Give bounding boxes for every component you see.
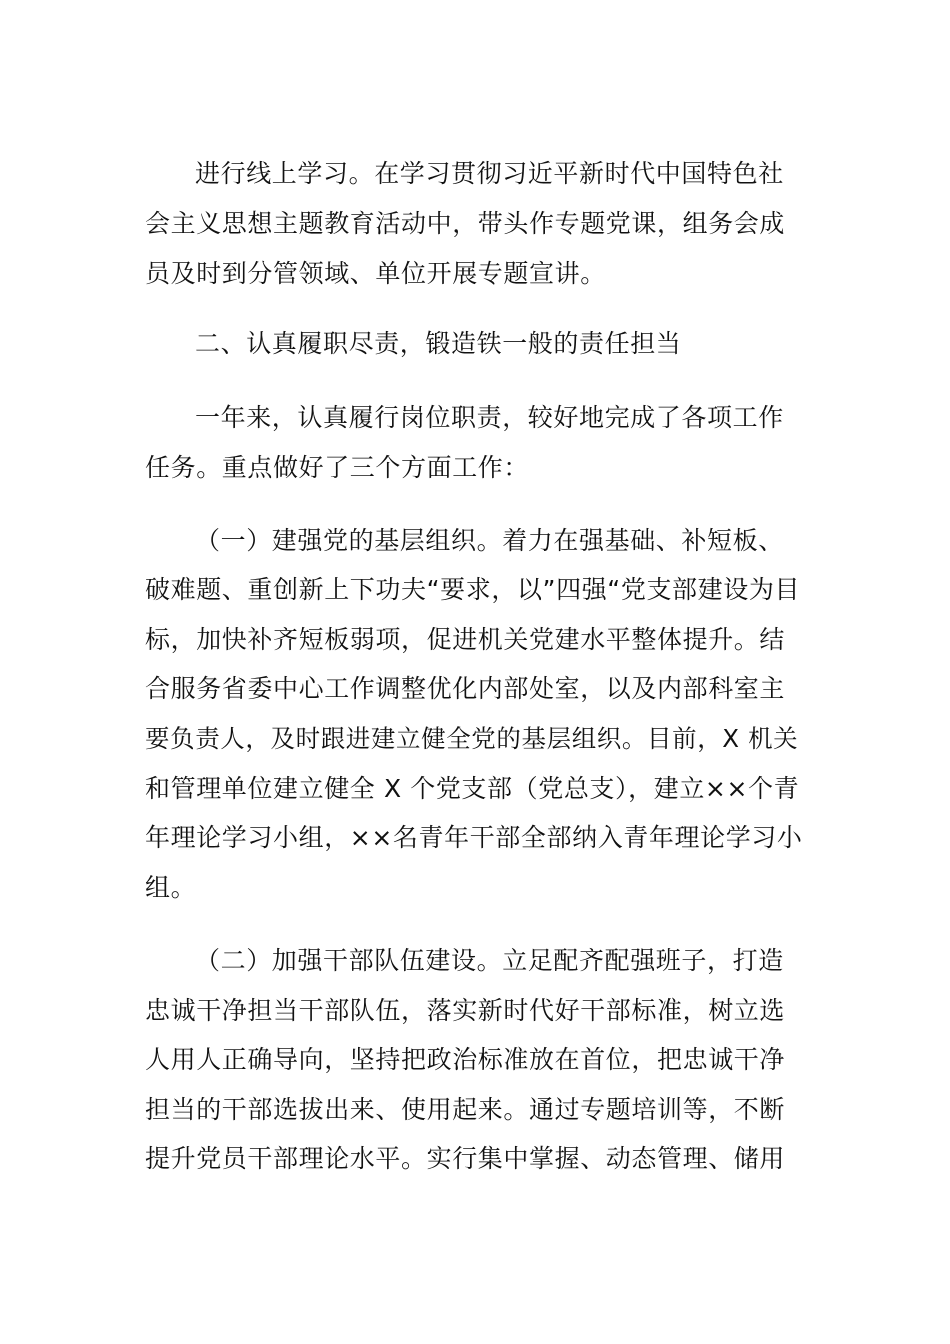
text-line: 会主义思想主题教育活动中，带头作专题党课，组务会成 bbox=[145, 209, 786, 238]
text-line: 担当的干部选拔出来、使用起来。通过专题培训等，不断 bbox=[145, 1095, 786, 1124]
text-line: 标，加快补齐短板弱项，促进机关党建水平整体提升。结 bbox=[145, 625, 786, 654]
text-line: 和管理单位建立健全 X 个党支部（党总支），建立××个青 bbox=[145, 774, 800, 803]
text-line: 进行线上学习。在学习贯彻习近平新时代中国特色社 bbox=[195, 159, 784, 188]
text-line: 一年来，认真履行岗位职责，较好地完成了各项工作 bbox=[195, 403, 784, 432]
text-line: 员及时到分管领域、单位开展专题宣讲。 bbox=[145, 259, 606, 288]
section-heading: 二、认真履职尽责，锻造铁一般的责任担当 bbox=[195, 329, 682, 358]
text-line: 组。 bbox=[145, 873, 197, 902]
text-line: 要负责人，及时跟进建立健全党的基层组织。目前，X 机关 bbox=[145, 724, 799, 753]
text-line: 人用人正确导向，坚持把政治标准放在首位，把忠诚干净 bbox=[145, 1045, 786, 1074]
text-line: 忠诚干净担当干部队伍，落实新时代好干部标准，树立选 bbox=[145, 996, 786, 1025]
text-line: 任务。重点做好了三个方面工作： bbox=[145, 453, 530, 482]
text-line: 合服务省委中心工作调整优化内部处室，以及内部科室主 bbox=[145, 674, 786, 703]
text-line: （一）建强党的基层组织。着力在强基础、补短板、 bbox=[195, 526, 784, 555]
text-line: 提升党员干部理论水平。实行集中掌握、动态管理、储用 bbox=[145, 1144, 786, 1173]
text-line: 破难题、重创新上下功夫“要求，以”四强“党支部建设为目 bbox=[145, 575, 801, 604]
text-line: 年理论学习小组，××名青年干部全部纳入青年理论学习小 bbox=[145, 823, 803, 852]
text-line: （二）加强干部队伍建设。立足配齐配强班子，打造 bbox=[195, 946, 784, 975]
